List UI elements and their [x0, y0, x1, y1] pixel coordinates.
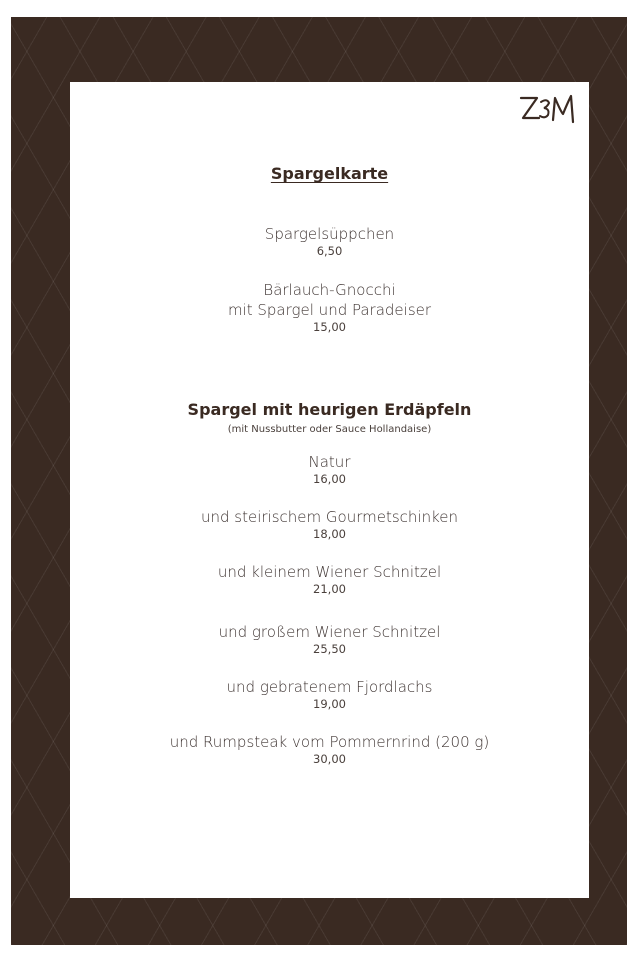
menu-item-name: Bärlauch-Gnocchi: [263, 281, 396, 299]
restaurant-logo-icon: [517, 90, 579, 128]
menu-item-baerlauch-gnocchi: [70, 280, 589, 334]
menu-item-name: Spargelsüppchen: [264, 225, 395, 243]
menu-item-name: und steirischem Gourmetschinken: [201, 508, 458, 526]
menu-item-grosses-schnitzel: [70, 622, 589, 656]
menu-item-price: 18,00: [313, 527, 346, 541]
menu-item-spargelsueppchen: [70, 224, 589, 258]
menu-item-natur: [70, 452, 589, 486]
section-title: Spargel mit heurigen Erdäpfeln: [187, 400, 472, 419]
menu-item-fjordlachs: [70, 677, 589, 711]
menu-item-kleines-schnitzel: [70, 562, 589, 596]
menu-item-name-line-2: mit Spargel und Paradeiser: [227, 301, 432, 319]
menu-item-name: und Rumpsteak vom Pommernrind (200 g): [169, 733, 490, 751]
section-note: (mit Nussbutter oder Sauce Hollandaise): [227, 424, 432, 435]
menu-item-price: 15,00: [313, 320, 346, 334]
menu-item-name: Natur: [308, 453, 351, 471]
menu-item-price: 30,00: [313, 752, 346, 766]
page-title: Spargelkarte: [270, 164, 389, 183]
menu-sheet: [70, 82, 589, 898]
menu-item-price: 25,50: [313, 642, 346, 656]
menu-item-price: 6,50: [316, 244, 343, 258]
patterned-border-frame: [11, 17, 627, 945]
menu-item-rumpsteak: [70, 732, 589, 766]
menu-item-name: und gebratenem Fjordlachs: [226, 678, 433, 696]
menu-item-gourmetschinken: [70, 507, 589, 541]
menu-item-price: 16,00: [313, 472, 346, 486]
menu-item-price: 21,00: [313, 582, 346, 596]
menu-item-price: 19,00: [313, 697, 346, 711]
menu-item-name: und großem Wiener Schnitzel: [218, 623, 441, 641]
menu-item-name: und kleinem Wiener Schnitzel: [217, 563, 442, 581]
